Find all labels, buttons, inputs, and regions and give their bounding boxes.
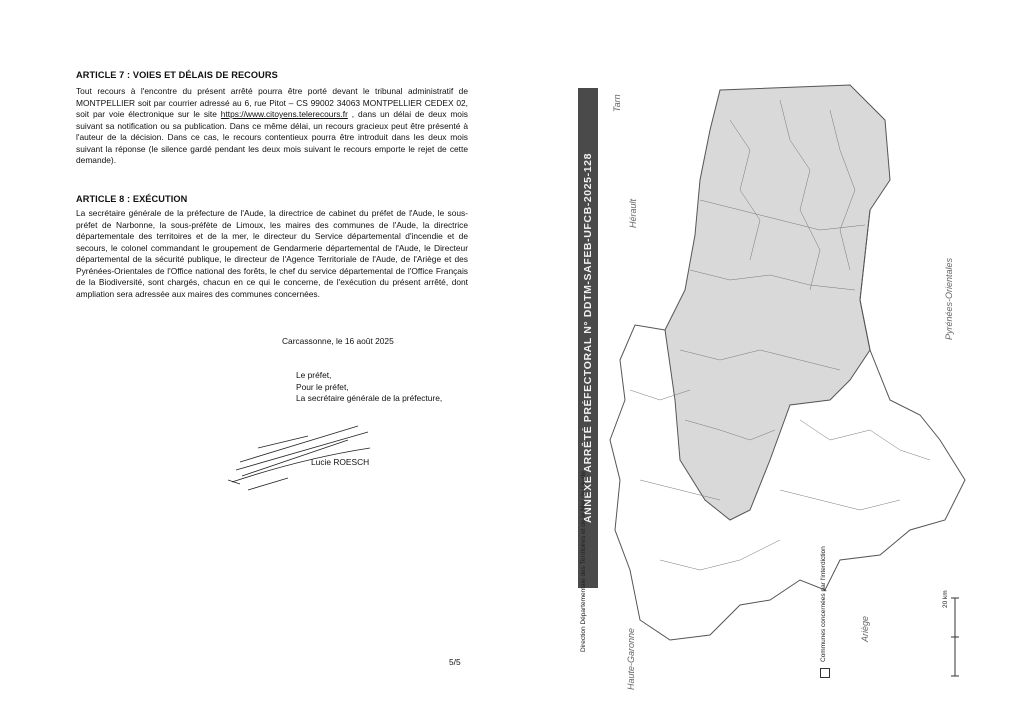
article-7-text-end: , dans un délai de deux mois suivant sa notification ou sa publication. Dans ce même délai, un recours gracieux peut être présenté à l'auteur de la décision. Dans ce cas, le recours contentieux pourra être introduit dans les deux mois suivant la réponse (le silence gardé pendant les deux mois suivant le recours emporte le rejet de cette demande). [76, 109, 468, 165]
article-8-body: La secrétaire générale de la préfecture de l'Aude, la directrice de cabinet du préfet de l'Aude, le sous-préfet de Narbonne, la sous-préfète de Limoux, les maires des communes de l'Aude, la directrice départementale des territoires et de la mer, le directeur du Service départemental d'incendie et de secours, le colonel commandant le groupement de Gendarmerie départemental de l'Aude, le Directeur départemental de la sécurité publique, le directeur de l'Agence Territoriale de l'Aude, de l'Ariège et des Pyrénées-Orientales de l'Office national des forêts, le chef du service départemental de l'Office Français de la Biodiversité, sont chargés, chacun en ce qui le concerne, de l'exécution du présent arrêté, dont ampliation sera adressée aux maires des communes concernées. [76, 208, 468, 299]
article-7-text-start: Tout recours à l'encontre du présent arrêté pourra être porté devant le tribunal administratif de MONTPELLIER soit par courrier adressé au 6, rue Pitot – CS 99002 34063 MONTPELLIER CEDEX 02, soit par voie électronique sur le site [76, 86, 468, 119]
article-8-heading: ARTICLE 8 : EXÉCUTION [76, 194, 188, 204]
signature-line-1: Le préfet, [296, 370, 332, 380]
dept-label-pyrenees-orientales: Pyrénées-Orientales [944, 257, 954, 340]
signature-line-3: La secrétaire générale de la préfecture, [296, 393, 443, 403]
scale-label: 20 km [942, 590, 949, 608]
article-7-heading: ARTICLE 7 : VOIES ET DÉLAIS DE RECOURS [76, 70, 278, 80]
aude-map [600, 60, 990, 690]
dept-label-ariege: Ariège [860, 615, 870, 642]
place-date: Carcassonne, le 16 août 2025 [282, 336, 394, 346]
telerecours-link[interactable]: https://www.citoyens.telerecours.fr [220, 109, 348, 119]
shaded-communes-area [665, 85, 890, 520]
producer-credit: Direction Départementale des Territoires et de la Mer de l'Aude [580, 470, 587, 652]
dept-label-herault: Hérault [628, 198, 638, 228]
legend-swatch [820, 668, 830, 678]
scale-bar [950, 596, 960, 680]
dept-label-tarn: Tarn [612, 94, 622, 112]
article-7-body [76, 86, 468, 167]
page-number: 5/5 [449, 657, 461, 667]
legend-label: Communes concernées par l'interdiction [820, 546, 827, 662]
signature-block [296, 370, 442, 405]
dept-label-haute-garonne: Haute-Garonne [626, 627, 636, 690]
signatory-name: Lucie ROESCH [311, 457, 370, 467]
annex-title: ANNEXE ARRÊTÉ PRÉFECTORAL N° DDTM-SAFEB-UFCB-2025-128 [582, 152, 594, 524]
signature-line-2: Pour le préfet, [296, 381, 349, 392]
